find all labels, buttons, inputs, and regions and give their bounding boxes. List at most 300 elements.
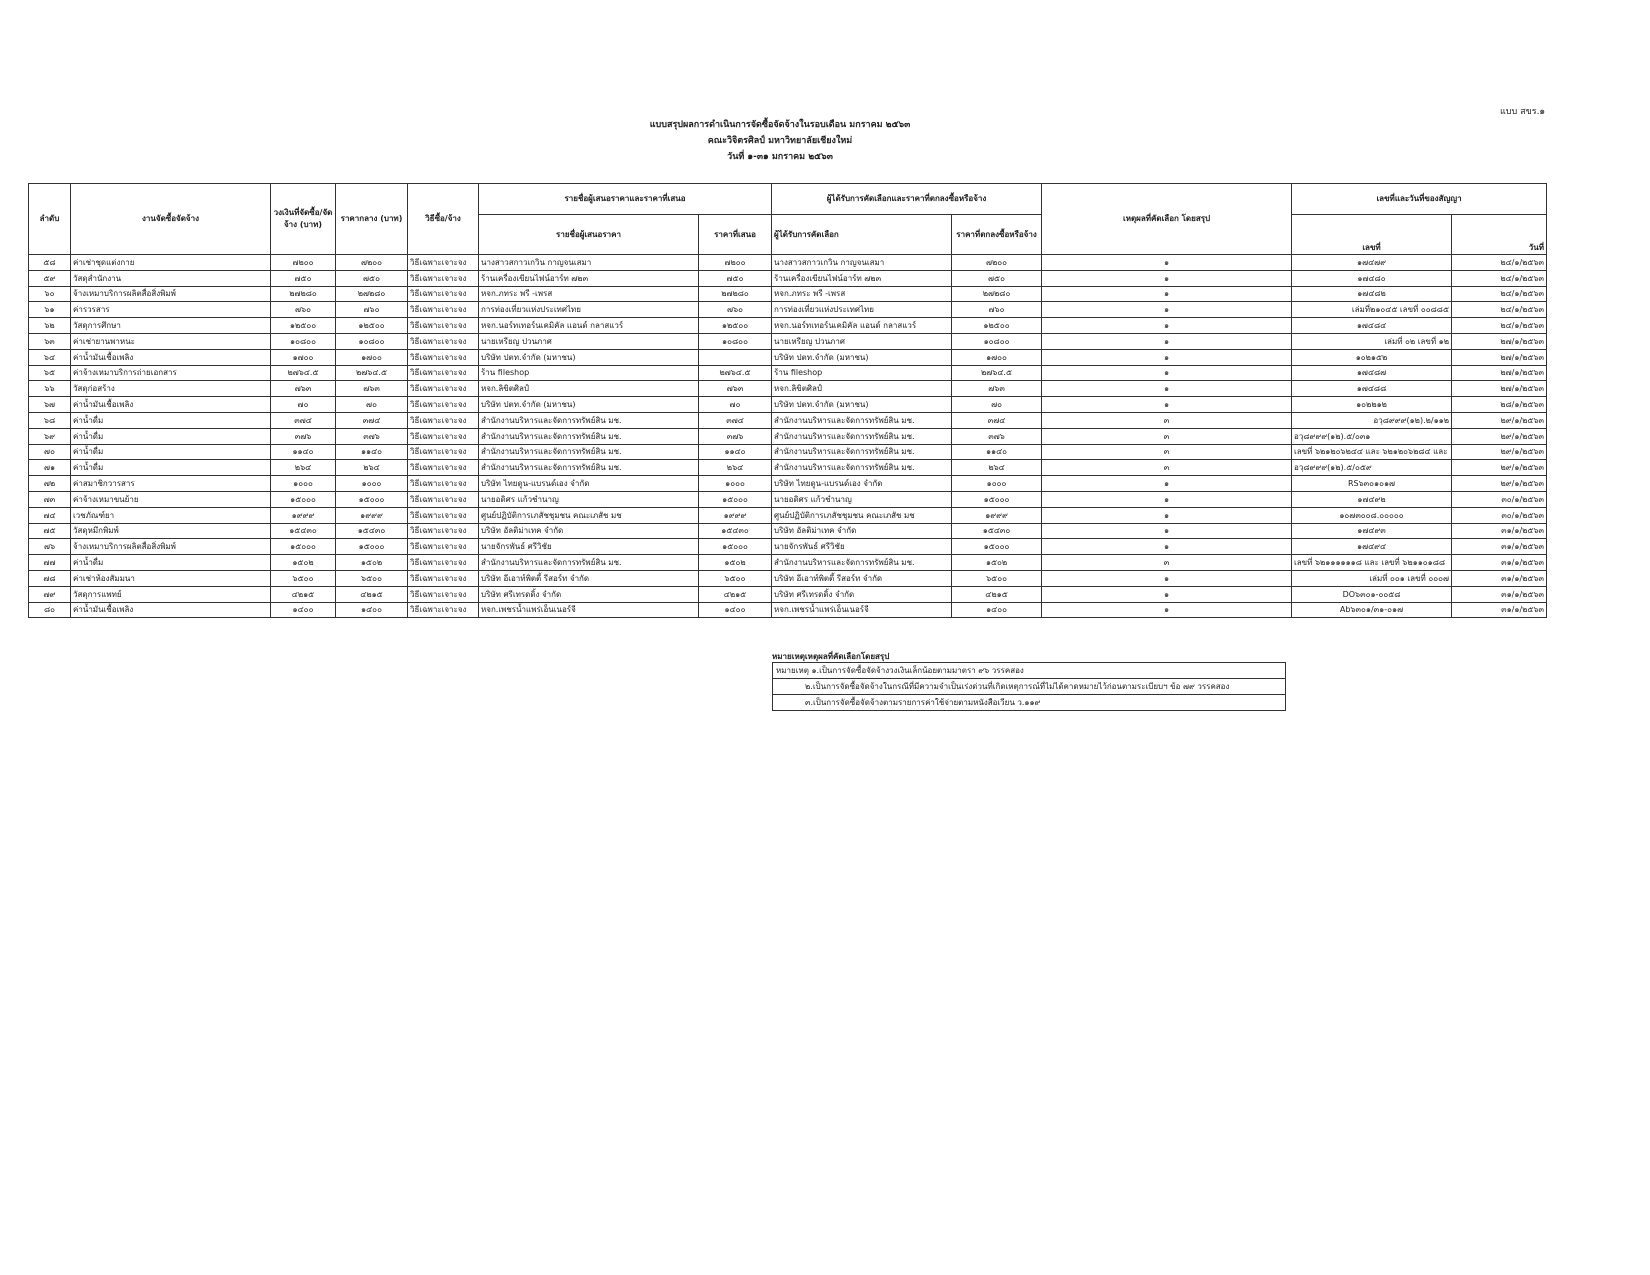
cell-median-price: ๗๒๐๐	[336, 255, 408, 271]
cell-median-price: ๑๗๐๐	[336, 349, 408, 365]
cell-reason: ๑	[1042, 476, 1292, 492]
header-contract-group: เลขที่และวันที่ของสัญญา	[1292, 184, 1547, 215]
cell-median-price: ๓๗๖	[336, 428, 408, 444]
cell-no: ๖๑	[29, 302, 71, 318]
cell-bidder: หจก.นอร์ทเทอร์นเคมิคัล แอนด์ กลาสแวร์	[479, 318, 699, 334]
header-agreed-price: ราคาที่ตกลงซื้อหรือจ้าง	[952, 215, 1042, 255]
cell-bidder: สำนักงานบริหารและจัดการทรัพย์สิน มช.	[479, 412, 699, 428]
cell-method: วิธีเฉพาะเจาะจง	[408, 444, 479, 460]
cell-agreed-price: ๗๖๓	[952, 381, 1042, 397]
cell-contract-no: เล่มที่๒๑๐๔๕ เลขที่ ๐๐๘๘๕	[1292, 302, 1452, 318]
cell-no: ๖๖	[29, 381, 71, 397]
cell-bidder: ศูนย์ปฏิบัติการเภสัชชุมชน คณะเภสัช มช	[479, 507, 699, 523]
table-row	[29, 318, 1547, 334]
cell-contract-no: ๑๗๔๙๓	[1292, 523, 1452, 539]
cell-winner: นายเหรียญ ปวนภาศ	[772, 333, 952, 349]
cell-no: ๖๙	[29, 428, 71, 444]
document-title: แบบสรุปผลการดำเนินการจัดซื้อจัดจ้างในรอบเดือน มกราคม ๒๕๖๓	[649, 120, 911, 130]
cell-median-price: ๖๕๐๐	[336, 570, 408, 586]
cell-bid-price: ๒๗๒๘๐	[699, 286, 772, 302]
cell-bid-price: ๑๕๐๐๐	[699, 491, 772, 507]
cell-agreed-price: ๗๕๐	[952, 270, 1042, 286]
cell-item: วัสดุการศึกษา	[71, 318, 271, 334]
cell-bid-price: ๒๗๖๔.๕	[699, 365, 772, 381]
cell-method: วิธีเฉพาะเจาะจง	[408, 586, 479, 602]
cell-contract-date: ๒๗/๑/๒๕๖๓	[1452, 349, 1547, 365]
cell-winner: หจก.ภทระ พรี -เพรส	[772, 286, 952, 302]
header-winner-group: ผู้ได้รับการคัดเลือกและราคาที่ตกลงซื้อหรือจ้าง	[772, 184, 1042, 215]
table-row	[29, 428, 1547, 444]
cell-contract-no: ๑๗๔๙๒	[1292, 491, 1452, 507]
cell-contract-date: ๓๑/๑/๒๕๖๓	[1452, 570, 1547, 586]
procurement-table	[28, 183, 1547, 618]
cell-contract-no: ๑๐๒๑๕๒	[1292, 349, 1452, 365]
cell-budget: ๑๐๐๐	[271, 476, 336, 492]
cell-no: ๗๙	[29, 586, 71, 602]
cell-no: ๗๐	[29, 444, 71, 460]
cell-agreed-price: ๑๗๐๐	[952, 349, 1042, 365]
cell-winner: บริษัท ปตท.จำกัด (มหาชน)	[772, 349, 952, 365]
cell-agreed-price: ๗๐	[952, 397, 1042, 413]
cell-median-price: ๒๗๖๔.๕	[336, 365, 408, 381]
cell-contract-date: ๒๙/๑/๒๕๖๓	[1452, 460, 1547, 476]
cell-budget: ๒๗๒๘๐	[271, 286, 336, 302]
cell-reason: ๑	[1042, 286, 1292, 302]
cell-reason: ๓	[1042, 444, 1292, 460]
cell-method: วิธีเฉพาะเจาะจง	[408, 602, 479, 618]
table-row	[29, 602, 1547, 618]
cell-no: ๗๒	[29, 476, 71, 492]
cell-median-price: ๑๕๐๒	[336, 555, 408, 571]
cell-method: วิธีเฉพาะเจาะจง	[408, 318, 479, 334]
cell-contract-no: เล่มที่ ๐๐๑ เลขที่ ๐๐๐๗	[1292, 570, 1452, 586]
cell-contract-no: เลขที่ ๖๒๑๒๐๖๒๔๔ และ ๖๒๑๒๐๖๒๘๔ และ	[1292, 444, 1452, 460]
header-winner-name: ผู้ได้รับการคัดเลือก	[772, 215, 952, 255]
cell-reason: ๑	[1042, 507, 1292, 523]
cell-method: วิธีเฉพาะเจาะจง	[408, 539, 479, 555]
header-contract-no: เลขที่	[1292, 215, 1452, 255]
cell-bidder: บริษัท อัลติม่าเทค จำกัด	[479, 523, 699, 539]
table-row	[29, 286, 1547, 302]
cell-reason: ๑	[1042, 491, 1292, 507]
cell-item: ค่ารวรสาร	[71, 302, 271, 318]
cell-item: เวชภัณฑ์ยา	[71, 507, 271, 523]
cell-median-price: ๗๖๓	[336, 381, 408, 397]
cell-winner: ศูนย์ปฏิบัติการเภสัชชุมชน คณะเภสัช มช	[772, 507, 952, 523]
cell-method: วิธีเฉพาะเจาะจง	[408, 570, 479, 586]
table-row	[29, 365, 1547, 381]
table-row	[29, 444, 1547, 460]
cell-winner: นางสาวสกาวเกวิน กาญจนเสมา	[772, 255, 952, 271]
cell-budget: ๒๖๔	[271, 460, 336, 476]
cell-contract-date: ๒๙/๑/๒๕๖๓	[1452, 444, 1547, 460]
cell-contract-date: ๒๙/๑/๒๕๖๓	[1452, 476, 1547, 492]
cell-median-price: ๑๕๐๐๐	[336, 539, 408, 555]
document-subtitle-faculty: คณะวิจิตรศิลป์ มหาวิทยาลัยเชียงใหม่	[707, 136, 853, 146]
cell-bid-price: ๓๗๖	[699, 428, 772, 444]
cell-contract-date: ๒๙/๑/๒๕๖๓	[1452, 412, 1547, 428]
cell-budget: ๓๗๔	[271, 412, 336, 428]
cell-winner: ร้านเครื่องเขียนไฟน์อาร์ท ๗๒๓	[772, 270, 952, 286]
cell-contract-no: เล่มที่ ๐๒ เลขที่ ๑๒	[1292, 333, 1452, 349]
cell-winner: บริษัท อีเอาท์พิตตี้ รีสอร์ท จำกัด	[772, 570, 952, 586]
cell-contract-date: ๓๑/๑/๒๕๖๓	[1452, 523, 1547, 539]
table-row	[29, 491, 1547, 507]
cell-method: วิธีเฉพาะเจาะจง	[408, 460, 479, 476]
cell-median-price: ๑๒๕๐๐	[336, 318, 408, 334]
cell-item: ค่าน้ำมันเชื้อเพลิง	[71, 349, 271, 365]
cell-contract-no: อวฺ๘๙๙๙(๑๒).๕/๐๓๑	[1292, 428, 1452, 444]
cell-bidder: บริษัท ไทยดูน-แบรนด์เอง จำกัด	[479, 476, 699, 492]
cell-contract-date: ๓๑/๑/๒๕๖๓	[1452, 539, 1547, 555]
table-row	[29, 412, 1547, 428]
cell-bid-price: ๔๒๑๕	[699, 586, 772, 602]
cell-median-price: ๒๗๒๘๐	[336, 286, 408, 302]
cell-budget: ๑๗๐๐	[271, 349, 336, 365]
cell-budget: ๑๙๙๙	[271, 507, 336, 523]
cell-bid-price: ๑๑๔๐	[699, 444, 772, 460]
cell-bidder: บริษัท ปตท.จำกัด (มหาชน)	[479, 349, 699, 365]
cell-item: ค่าเช่าห้องสัมมนา	[71, 570, 271, 586]
cell-winner: สำนักงานบริหารและจัดการทรัพย์สิน มช.	[772, 428, 952, 444]
form-code: แบบ สขร.๑	[1500, 107, 1546, 117]
header-bidders-group: รายชื่อผู้เสนอราคาและราคาที่เสนอ	[479, 184, 772, 215]
cell-contract-no: ๑๗๔๙๔	[1292, 539, 1452, 555]
cell-winner: บริษัท ปตท.จำกัด (มหาชน)	[772, 397, 952, 413]
cell-bidder: หจก.ภทระ พรี -เพรส	[479, 286, 699, 302]
cell-no: ๖๐	[29, 286, 71, 302]
cell-item: จ้างเหมาบริการผลิตสื่อสิ่งพิมพ์	[71, 539, 271, 555]
cell-reason: ๓	[1042, 460, 1292, 476]
cell-bid-price: ๗๖๐	[699, 302, 772, 318]
cell-no: ๗๕	[29, 523, 71, 539]
table-row	[29, 539, 1547, 555]
cell-budget: ๑๐๘๐๐	[271, 333, 336, 349]
cell-median-price: ๗๐	[336, 397, 408, 413]
header-method: วิธีซื้อ/จ้าง	[408, 184, 479, 255]
cell-median-price: ๒๖๔	[336, 460, 408, 476]
cell-no: ๗๘	[29, 570, 71, 586]
cell-method: วิธีเฉพาะเจาะจง	[408, 491, 479, 507]
cell-contract-date: ๓๐/๑/๒๕๖๓	[1452, 507, 1547, 523]
cell-agreed-price: ๗๒๐๐	[952, 255, 1042, 271]
cell-budget: ๑๒๕๐๐	[271, 318, 336, 334]
cell-reason: ๑	[1042, 381, 1292, 397]
header-reason: เหตุผลที่คัดเลือก โดยสรุป	[1042, 184, 1292, 255]
cell-contract-no: RS๖๓๐๑๐๑๗	[1292, 476, 1452, 492]
cell-agreed-price: ๖๕๐๐	[952, 570, 1042, 586]
cell-item: ค่าน้ำมันเชื้อเพลิง	[71, 397, 271, 413]
cell-reason: ๑	[1042, 586, 1292, 602]
cell-contract-no: ๑๗๔๘๒	[1292, 286, 1452, 302]
cell-contract-date: ๒๔/๑/๒๕๖๓	[1452, 302, 1547, 318]
cell-item: ค่าน้ำมันเชื้อเพลิง	[71, 602, 271, 618]
cell-winner: การท่องเที่ยวแห่งประเทศไทย	[772, 302, 952, 318]
cell-bid-price: ๗๒๐๐	[699, 255, 772, 271]
cell-item: วัสดุสำนักงาน	[71, 270, 271, 286]
cell-no: ๗๑	[29, 460, 71, 476]
document-subtitle-date: วันที่ ๑-๓๑ มกราคม ๒๕๖๓	[727, 152, 833, 162]
cell-reason: ๑	[1042, 570, 1292, 586]
cell-method: วิธีเฉพาะเจาะจง	[408, 523, 479, 539]
cell-no: ๕๘	[29, 255, 71, 271]
cell-no: ๖๘	[29, 412, 71, 428]
cell-no: ๕๙	[29, 270, 71, 286]
table-row	[29, 586, 1547, 602]
cell-agreed-price: ๑๐๘๐๐	[952, 333, 1042, 349]
note-line-3: ๓.เป็นการจัดซื้อจัดจ้างตามรายการค่าใช้จ่ายตามหนังสือเวียน ว.๑๑๙	[773, 695, 1286, 711]
cell-agreed-price: ๑๑๔๐	[952, 444, 1042, 460]
cell-bid-price: ๑๔๐๐	[699, 602, 772, 618]
cell-contract-date: ๓๑/๑/๒๕๖๓	[1452, 586, 1547, 602]
cell-item: จ้างเหมาบริการผลิตสื่อสิ่งพิมพ์	[71, 286, 271, 302]
cell-contract-no: ๑๗๔๘๔	[1292, 318, 1452, 334]
cell-agreed-price: ๑๐๐๐	[952, 476, 1042, 492]
cell-median-price: ๑๑๔๐	[336, 444, 408, 460]
cell-no: ๗๔	[29, 507, 71, 523]
cell-median-price: ๓๗๔	[336, 412, 408, 428]
note-line-1: หมายเหตุ ๑.เป็นการจัดซื้อจัดจ้างวงเงินเล็กน้อยตามมาตรา ๙๖ วรรคสอง	[773, 663, 1286, 679]
cell-bid-price: ๑๕๐๐๐	[699, 539, 772, 555]
cell-winner: นายอดิศร แก้วชำนาญ	[772, 491, 952, 507]
cell-method: วิธีเฉพาะเจาะจง	[408, 428, 479, 444]
cell-bidder: สำนักงานบริหารและจัดการทรัพย์สิน มช.	[479, 460, 699, 476]
cell-agreed-price: ๒๖๔	[952, 460, 1042, 476]
cell-no: ๗๗	[29, 555, 71, 571]
cell-item: วัสดุหมึกพิมพ์	[71, 523, 271, 539]
cell-item: ค่าสมาชิกวารสาร	[71, 476, 271, 492]
cell-bidder: หจก.เพชรน้ำแพร่เอ็นเนอร์จี	[479, 602, 699, 618]
cell-method: วิธีเฉพาะเจาะจง	[408, 381, 479, 397]
cell-budget: ๖๕๐๐	[271, 570, 336, 586]
table-row	[29, 270, 1547, 286]
cell-contract-no: อวฺ๘๙๙๙(๑๒).๕/๐๕๙	[1292, 460, 1452, 476]
cell-bid-price: ๗๐	[699, 397, 772, 413]
notes-title: หมายเหตุเหตุผลที่คัดเลือกโดยสรุป	[772, 652, 890, 661]
cell-budget: ๓๗๖	[271, 428, 336, 444]
cell-method: วิธีเฉพาะเจาะจง	[408, 397, 479, 413]
cell-contract-no: ๑๗๔๘๗	[1292, 365, 1452, 381]
cell-reason: ๓	[1042, 412, 1292, 428]
cell-bid-price: ๒๖๔	[699, 460, 772, 476]
cell-bid-price: ๑๕๔๓๐	[699, 523, 772, 539]
cell-budget: ๗๖๐	[271, 302, 336, 318]
cell-bidder: การท่องเที่ยวแห่งประเทศไทย	[479, 302, 699, 318]
table-row	[29, 255, 1547, 271]
cell-item: ค่าจ้างเหมาขนย้าย	[71, 491, 271, 507]
table-row	[29, 570, 1547, 586]
cell-contract-date: ๒๘/๑/๒๕๖๓	[1452, 397, 1547, 413]
cell-budget: ๗๐	[271, 397, 336, 413]
cell-reason: ๑	[1042, 255, 1292, 271]
cell-winner: สำนักงานบริหารและจัดการทรัพย์สิน มช.	[772, 412, 952, 428]
cell-bidder: นางสาวสกาวเกวิน กาญจนเสมา	[479, 255, 699, 271]
cell-item: ค่าน้ำดื่ม	[71, 460, 271, 476]
table-body	[29, 255, 1547, 618]
cell-method: วิธีเฉพาะเจาะจง	[408, 555, 479, 571]
cell-agreed-price: ๑๒๕๐๐	[952, 318, 1042, 334]
cell-item: ค่าเช่ายานพาหนะ	[71, 333, 271, 349]
cell-contract-date: ๒๗/๑/๒๕๖๓	[1452, 381, 1547, 397]
table-row	[29, 302, 1547, 318]
cell-budget: ๔๒๑๕	[271, 586, 336, 602]
cell-reason: ๑	[1042, 302, 1292, 318]
cell-method: วิธีเฉพาะเจาะจง	[408, 270, 479, 286]
cell-budget: ๗๕๐	[271, 270, 336, 286]
document-title-block	[550, 117, 1010, 165]
cell-method: วิธีเฉพาะเจาะจง	[408, 365, 479, 381]
header-bidder-name: รายชื่อผู้เสนอราคา	[479, 215, 699, 255]
cell-contract-date: ๒๔/๑/๒๕๖๓	[1452, 255, 1547, 271]
cell-contract-date: ๒๗/๑/๒๕๖๓	[1452, 365, 1547, 381]
cell-median-price: ๑๕๐๐๐	[336, 491, 408, 507]
table-row	[29, 555, 1547, 571]
cell-bidder: หจก.ลิขิตศิลป์	[479, 381, 699, 397]
cell-bidder: ร้าน fileshop	[479, 365, 699, 381]
cell-contract-no: เลขที่ ๖๒๑๑๑๑๑๑๘ และ เลขที่ ๖๒๑๑๐๑๘๘	[1292, 555, 1452, 571]
table-row	[29, 523, 1547, 539]
cell-no: ๗๖	[29, 539, 71, 555]
cell-no: ๖๕	[29, 365, 71, 381]
table-row	[29, 507, 1547, 523]
cell-item: ค่าจ้างเหมาบริการถ่ายเอกสาร	[71, 365, 271, 381]
cell-reason: ๓	[1042, 555, 1292, 571]
cell-item: วัสดุก่อสร้าง	[71, 381, 271, 397]
cell-reason: ๑	[1042, 602, 1292, 618]
table-row	[29, 460, 1547, 476]
cell-winner: บริษัท อัลติม่าเทค จำกัด	[772, 523, 952, 539]
cell-median-price: ๑๙๙๙	[336, 507, 408, 523]
cell-contract-no: DO๖๓๐๑-๐๐๕๘	[1292, 586, 1452, 602]
cell-winner: สำนักงานบริหารและจัดการทรัพย์สิน มช.	[772, 460, 952, 476]
cell-method: วิธีเฉพาะเจาะจง	[408, 302, 479, 318]
table-row	[29, 333, 1547, 349]
header-bid-price: ราคาที่เสนอ	[699, 215, 772, 255]
cell-budget: ๒๗๖๔.๕	[271, 365, 336, 381]
cell-agreed-price: ๒๗๖๔.๕	[952, 365, 1042, 381]
cell-contract-no: ๑๗๔๗๙	[1292, 255, 1452, 271]
table-row	[29, 397, 1547, 413]
table-row	[29, 349, 1547, 365]
cell-method: วิธีเฉพาะเจาะจง	[408, 507, 479, 523]
cell-reason: ๑	[1042, 318, 1292, 334]
cell-winner: ร้าน fileshop	[772, 365, 952, 381]
cell-median-price: ๗๕๐	[336, 270, 408, 286]
cell-winner: หจก.นอร์ทเทอร์นเคมิคัล แอนด์ กลาสแวร์	[772, 318, 952, 334]
cell-no: ๖๓	[29, 333, 71, 349]
cell-agreed-price: ๑๔๐๐	[952, 602, 1042, 618]
notes-table	[772, 662, 1286, 711]
cell-bid-price: ๑๐๘๐๐	[699, 333, 772, 349]
cell-reason: ๑	[1042, 333, 1292, 349]
cell-median-price: ๗๖๐	[336, 302, 408, 318]
cell-contract-no: ๑๐๒๒๑๒	[1292, 397, 1452, 413]
cell-no: ๖๒	[29, 318, 71, 334]
cell-no: ๖๔	[29, 349, 71, 365]
cell-budget: ๑๕๐๐๐	[271, 491, 336, 507]
cell-budget: ๑๑๔๐	[271, 444, 336, 460]
cell-reason: ๑	[1042, 365, 1292, 381]
cell-median-price: ๔๒๑๕	[336, 586, 408, 602]
table-row	[29, 381, 1547, 397]
cell-bid-price: ๑๐๐๐	[699, 476, 772, 492]
cell-bidder: สำนักงานบริหารและจัดการทรัพย์สิน มช.	[479, 444, 699, 460]
cell-median-price: ๑๔๐๐	[336, 602, 408, 618]
cell-bidder: ร้านเครื่องเขียนไฟน์อาร์ท ๗๒๓	[479, 270, 699, 286]
header-budget: วงเงินที่จัดซื้อ/จัดจ้าง (บาท)	[271, 184, 336, 255]
cell-contract-date: ๒๔/๑/๒๕๖๓	[1452, 318, 1547, 334]
cell-budget: ๗๒๐๐	[271, 255, 336, 271]
cell-contract-date: ๓๐/๑/๒๕๖๓	[1452, 491, 1547, 507]
cell-bidder: นายจักรพันธ์ ศรีวิชัย	[479, 539, 699, 555]
cell-item: ค่าเช่าชุดแต่งกาย	[71, 255, 271, 271]
cell-no: ๘๐	[29, 602, 71, 618]
cell-method: วิธีเฉพาะเจาะจง	[408, 349, 479, 365]
cell-contract-date: ๒๗/๑/๒๕๖๓	[1452, 333, 1547, 349]
cell-contract-no: Ab๖๓๐๑/๓๑-๐๑๗	[1292, 602, 1452, 618]
cell-no: ๗๓	[29, 491, 71, 507]
table-row	[29, 476, 1547, 492]
cell-agreed-price: ๑๙๙๙	[952, 507, 1042, 523]
cell-bid-price: ๗๕๐	[699, 270, 772, 286]
cell-method: วิธีเฉพาะเจาะจง	[408, 333, 479, 349]
cell-bidder: บริษัท ปตท.จำกัด (มหาชน)	[479, 397, 699, 413]
cell-agreed-price: ๗๖๐	[952, 302, 1042, 318]
note-line-2: ๒.เป็นการจัดซื้อจัดจ้างในกรณีที่มีความจำเป็นเร่งด่วนที่เกิดเหตุการณ์ที่ไม่ได้คาดหมายไว้ก่อนตามระเบียบฯ ข้อ ๗๙ วรรคสอง	[773, 679, 1286, 695]
cell-agreed-price: ๔๒๑๕	[952, 586, 1042, 602]
cell-agreed-price: ๓๗๖	[952, 428, 1042, 444]
cell-reason: ๑	[1042, 397, 1292, 413]
cell-no: ๖๗	[29, 397, 71, 413]
cell-agreed-price: ๑๕๔๓๐	[952, 523, 1042, 539]
cell-agreed-price: ๓๗๔	[952, 412, 1042, 428]
cell-median-price: ๑๕๔๓๐	[336, 523, 408, 539]
cell-winner: บริษัท ไทยดูน-แบรนด์เอง จำกัด	[772, 476, 952, 492]
cell-reason: ๑	[1042, 523, 1292, 539]
cell-item: ค่าน้ำดื่ม	[71, 428, 271, 444]
cell-method: วิธีเฉพาะเจาะจง	[408, 286, 479, 302]
cell-contract-date: ๒๔/๑/๒๕๖๓	[1452, 270, 1547, 286]
cell-bid-price: ๖๕๐๐	[699, 570, 772, 586]
cell-reason: ๑	[1042, 270, 1292, 286]
cell-contract-no: อวฺ๘๙๙๙(๑๒).๒/๑๑๒	[1292, 412, 1452, 428]
cell-contract-date: ๒๙/๑/๒๕๖๓	[1452, 428, 1547, 444]
cell-contract-date: ๒๔/๑/๒๕๖๓	[1452, 286, 1547, 302]
cell-bidder: สำนักงานบริหารและจัดการทรัพย์สิน มช.	[479, 555, 699, 571]
cell-item: วัสดุการแพทย์	[71, 586, 271, 602]
cell-winner: หจก.ลิขิตศิลป์	[772, 381, 952, 397]
cell-bid-price: ๑๕๐๒	[699, 555, 772, 571]
cell-agreed-price: ๑๕๐๐๐	[952, 539, 1042, 555]
cell-item: ค่าน้ำดื่ม	[71, 444, 271, 460]
cell-budget: ๑๕๐๐๐	[271, 539, 336, 555]
cell-median-price: ๑๐๐๐	[336, 476, 408, 492]
header-contract-date: วันที่	[1452, 215, 1547, 255]
cell-budget: ๗๖๓	[271, 381, 336, 397]
cell-median-price: ๑๐๘๐๐	[336, 333, 408, 349]
cell-budget: ๑๕๐๒	[271, 555, 336, 571]
cell-bid-price	[699, 349, 772, 365]
cell-agreed-price: ๑๕๐๒	[952, 555, 1042, 571]
cell-bid-price: ๗๖๓	[699, 381, 772, 397]
cell-winner: สำนักงานบริหารและจัดการทรัพย์สิน มช.	[772, 444, 952, 460]
cell-item: ค่าน้ำดื่ม	[71, 555, 271, 571]
cell-reason: ๑	[1042, 539, 1292, 555]
header-item: งานจัดซื้อจัดจ้าง	[71, 184, 271, 255]
cell-winner: บริษัท ศรีเทรดดิ้ง จำกัด	[772, 586, 952, 602]
cell-contract-no: ๑๐๗๓๐๐๘.๐๐๐๐๐	[1292, 507, 1452, 523]
cell-item: ค่าน้ำดื่ม	[71, 412, 271, 428]
